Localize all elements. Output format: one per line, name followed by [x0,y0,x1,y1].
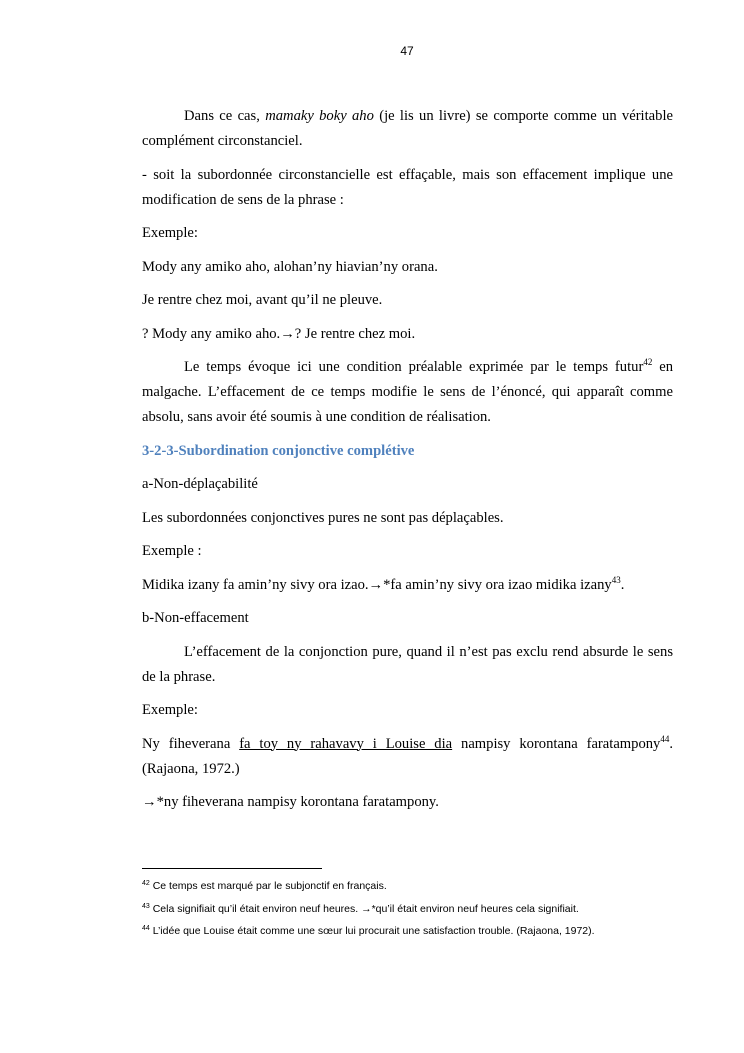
body-text [142,104,673,824]
paragraph-1: Dans ce cas, mamaky boky aho (je lis un livre) se comporte comme un véritable complément circonstanciel. [142,108,673,149]
footnote-43: $^{43}$ Cela signifiait qu’il était environ neuf heures. →*qu’il était environ neuf heures cela signifiait. [142,902,579,915]
example-label-2: Exemple : [142,543,202,559]
example-deletion-3: →*ny fiheverana nampisy korontana faratampony. [142,794,439,810]
footnote-separator [142,868,322,869]
subheading-a: a-Non-déplaçabilité [142,476,258,492]
example-2: Midika izany fa amin’ny sivy ora izao.→*fa amin’ny sivy ora izao midika izany$^{43}$. [142,574,625,593]
example-malagasy-1: Mody any amiko aho, alohan’ny hiavian’ny orana. [142,258,438,275]
section-heading: 3-2-3-Subordination conjonctive complétive [142,442,415,459]
footnote-42: $^{42}$ Ce temps est marqué par le subjonctif en français. [142,880,387,892]
example-3: Ny fiheverana fa toy ny rahavavy i Louise dia nampisy korontana faratampony$^{44}$. (Rajaona, 1972.) [142,733,673,777]
footnote-44: $^{44}$ L’idée que Louise était comme une sœur lui procurait une satisfaction trouble. (Rajaona, 1972). [142,925,595,937]
paragraph-2: - soit la subordonnée circonstancielle est effaçable, mais son effacement implique une modification de sens de la phrase : [142,166,673,208]
paragraph-5: L’effacement de la conjonction pure, quand il n’est pas exclu rend absurde le sens de la phrase. [142,643,673,685]
underlined-clause: fa toy ny rahavavy i Louise dia [239,735,453,752]
paragraph-4: Les subordonnées conjonctives pures ne sont pas déplaçables. [142,509,504,526]
footnote-ref-43[interactable]: 43 [611,574,621,585]
footnote-ref-42[interactable]: 42 [643,357,653,367]
example-french-1: Je rentre chez moi, avant qu’il ne pleuve. [142,292,383,308]
paragraph-3: Le temps évoque ici une condition préalable exprimée par le temps futur$^{42}$ en malgache. L’effacement de ce temps modifie le sens de l’énoncé, qui apparaît comme absolu, sans avoir été soumis à une condition de réalisation. [142,357,673,425]
malagasy-example: mamaky boky aho [265,108,374,124]
page-number: 47 [400,44,414,58]
subheading-b: b-Non-effacement [142,610,249,626]
example-deletion-1: ? Mody any amiko aho.→? Je rentre chez moi. [142,325,416,342]
footnotes [142,880,673,948]
example-label-3: Exemple: [142,702,198,718]
footnote-ref-44[interactable]: 44 [660,733,670,744]
example-label-1: Exemple: [142,225,198,241]
